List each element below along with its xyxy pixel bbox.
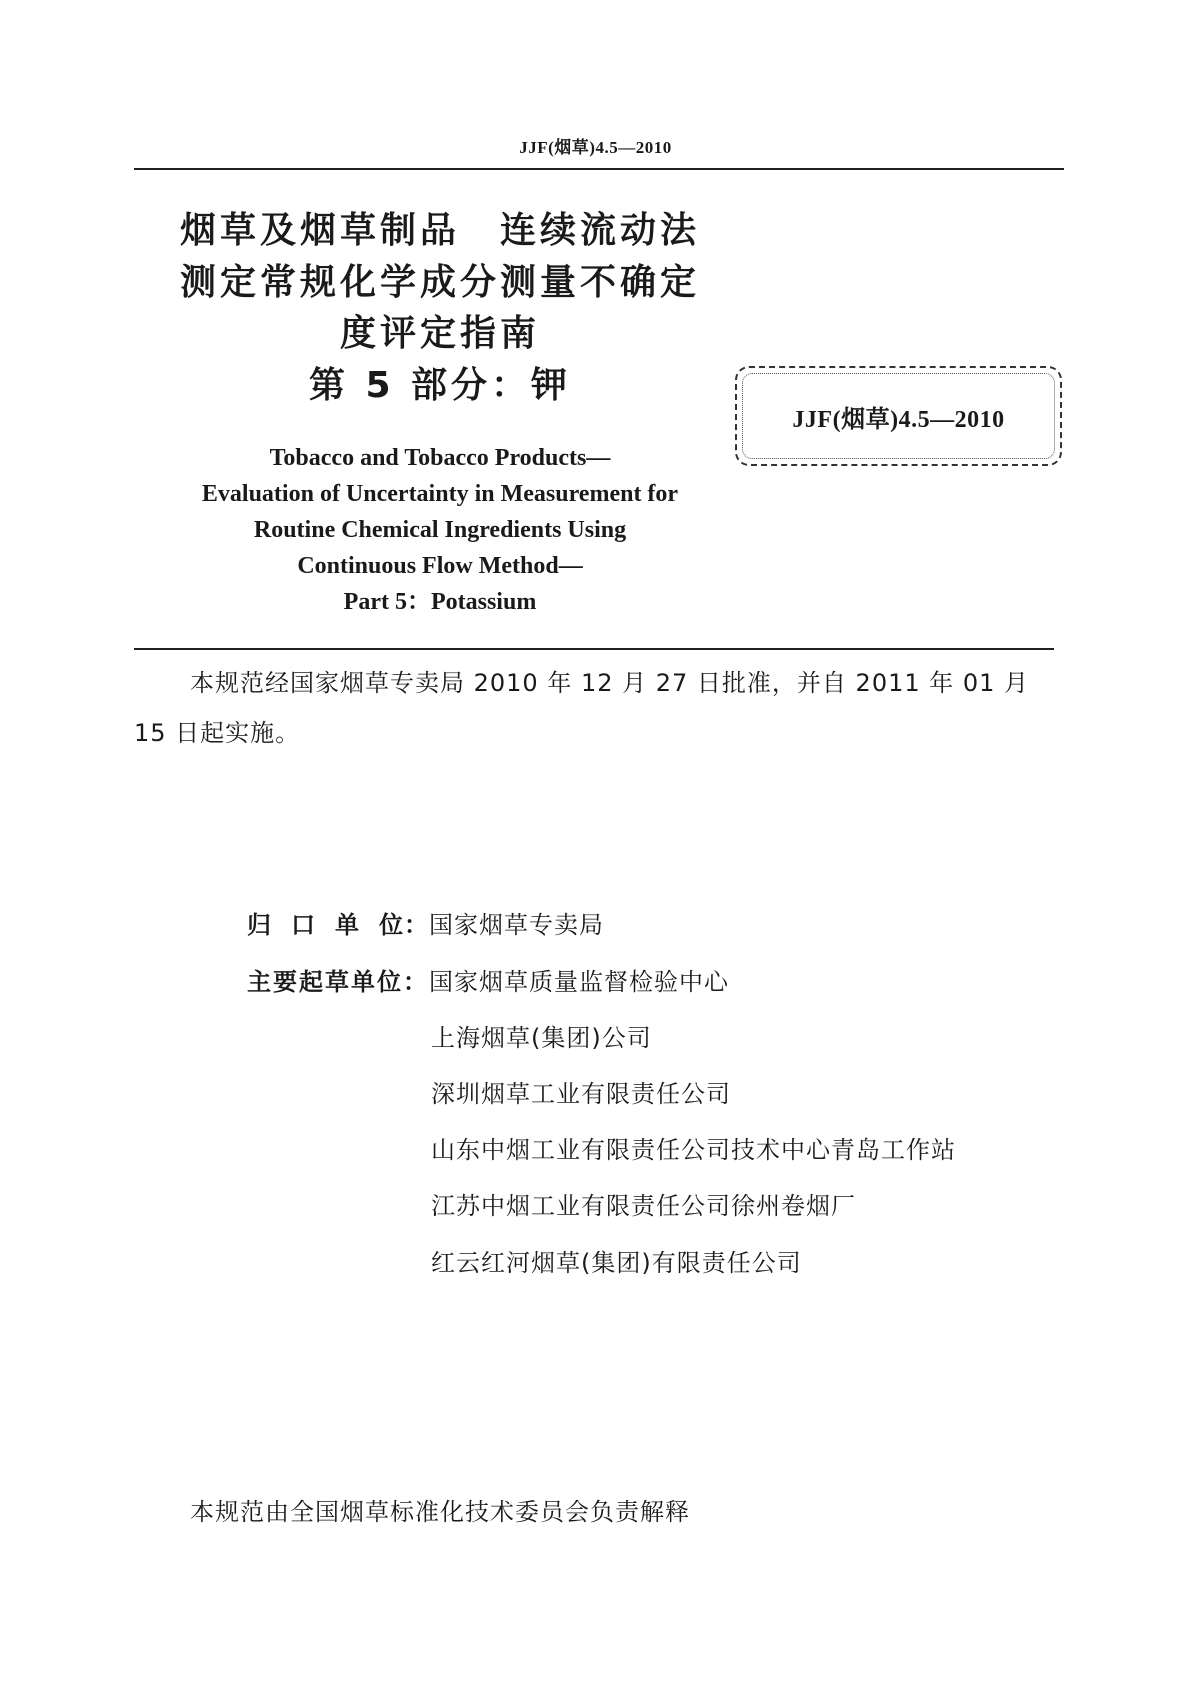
title-en-line-3: Routine Chemical Ingredients Using bbox=[253, 517, 627, 543]
label-char: 位： bbox=[379, 911, 429, 939]
title-en-line-4: Continuous Flow Method— bbox=[297, 553, 583, 579]
drafting-unit-2: 上海烟草(集团)公司 bbox=[431, 1024, 652, 1052]
title-cn-line-1: 烟草及烟草制品 连续流动法 bbox=[179, 210, 700, 251]
title-en-line-1: Tobacco and Tobacco Products— bbox=[269, 445, 611, 471]
label-char: 单 bbox=[335, 911, 360, 939]
responsible-unit-value: 国家烟草专卖局 bbox=[429, 911, 604, 939]
stamp-code: JJF(烟草)4.5—2010 bbox=[792, 406, 1005, 433]
standard-code-stamp bbox=[735, 366, 1062, 466]
label-char: 口 bbox=[291, 911, 316, 939]
responsible-unit-row bbox=[247, 910, 604, 940]
title-en-line-5: Part 5：Potassium bbox=[343, 589, 537, 615]
title-cn-line-2: 测定常规化学成分测量不确定 bbox=[179, 262, 700, 303]
drafting-unit-5: 江苏中烟工业有限责任公司徐州卷烟厂 bbox=[431, 1192, 856, 1220]
title-cn-line-3: 度评定指南 bbox=[339, 313, 540, 354]
label-char: 归 bbox=[247, 911, 272, 939]
interpretation-note: 本规范由全国烟草标准化技术委员会负责解释 bbox=[190, 1498, 690, 1526]
title-cn-line-4: 第 5 部分：钾 bbox=[308, 365, 572, 406]
title-en-line-2: Evaluation of Uncertainty in Measurement for bbox=[201, 481, 679, 507]
section-rule bbox=[134, 648, 1054, 650]
title-en bbox=[150, 440, 730, 620]
header-rule bbox=[134, 168, 1064, 170]
drafting-unit-1: 国家烟草质量监督检验中心 bbox=[429, 968, 729, 996]
drafting-unit-row bbox=[247, 967, 729, 997]
drafting-unit-3: 深圳烟草工业有限责任公司 bbox=[431, 1080, 731, 1108]
header-standard-code: JJF(烟草)4.5—2010 bbox=[519, 138, 672, 157]
drafting-unit-4: 山东中烟工业有限责任公司技术中心青岛工作站 bbox=[431, 1136, 956, 1164]
approval-statement: 本规范经国家烟草专卖局 2010 年 12 月 27 日批准，并自 2011 年 01 月 15 日起实施。 bbox=[134, 669, 1030, 747]
drafting-unit-6: 红云红河烟草(集团)有限责任公司 bbox=[431, 1249, 802, 1277]
drafting-unit-label: 主要起草单位： bbox=[247, 968, 429, 996]
responsible-unit-label bbox=[247, 910, 429, 940]
